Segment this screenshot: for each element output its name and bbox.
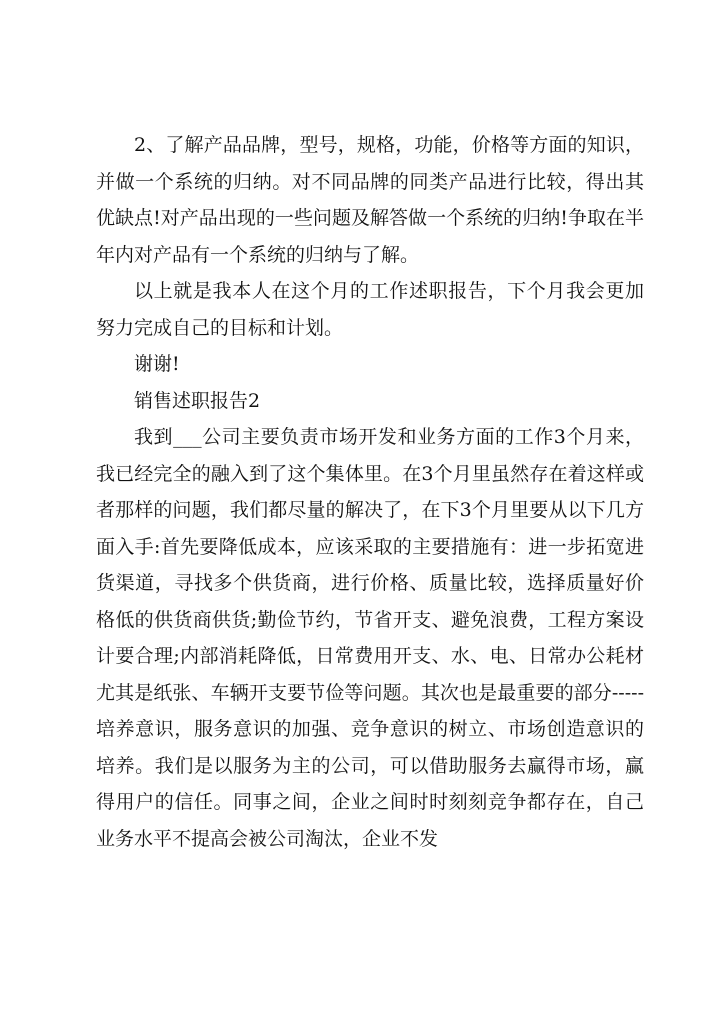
paragraph-report-body: 我到___公司主要负责市场开发和业务方面的工作3个月来，我已经完全的融入到了这个集体里。在3个月里虽然存在着这样或者那样的问题，我们都尽量的解决了，在下3个月里要从以下几方面入手:首先要降低成本，应该采取的主要措施有：进一步拓宽进货渠道，寻找多个供货商，进行价格、质量比较，选择质量好价格低的供货商供货;勤俭节约，节省开支、避免浪费，工程方案设计要合理;内部消耗降低，日常费用开支、水、电、日常办公耗材尤其是纸张、车辆开支要节俭等问题。其次也是最重要的部分-----培养意识，服务意识的加强、竞争意识的树立、市场创造意识的培养。我们是以服务为主的公司，可以借助服务去赢得市场，赢得用户的信任。同事之间，企业之间时时刻刻竞争都存在，自己业务水平不提高会被公司淘汰，企业不发 [96, 426, 644, 850]
paragraph-closing-summary: 以上就是我本人在这个月的工作述职报告，下个月我会更加努力完成自己的目标和计划。 [96, 280, 644, 339]
document-body [96, 127, 644, 857]
paragraph-product-knowledge: 2、了解产品品牌，型号，规格，功能，价格等方面的知识，并做一个系统的归纳。对不同品牌的同类产品进行比较，得出其优缺点!对产品出现的一些问题及解答做一个系统的归纳!争取在半年内对产品有一个系统的归纳与了解。 [96, 134, 644, 266]
section-heading: 销售述职报告2 [134, 389, 261, 412]
paragraph-thanks: 谢谢! [134, 353, 180, 375]
